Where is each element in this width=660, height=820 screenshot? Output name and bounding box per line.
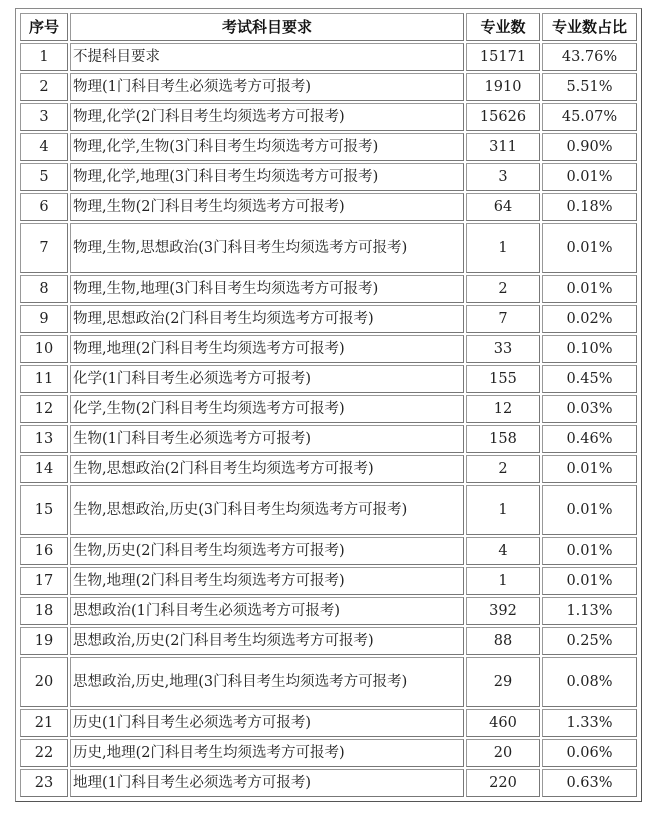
cell-percentage: 0.01%	[542, 275, 637, 303]
table-row	[20, 627, 637, 655]
cell-requirement: 思想政治,历史(2门科目考生均须选考方可报考)	[70, 627, 464, 655]
table-row	[20, 305, 637, 333]
cell-percentage: 1.33%	[542, 709, 637, 737]
cell-count: 1	[466, 567, 540, 595]
cell-no: 22	[20, 739, 68, 767]
table-row	[20, 133, 637, 161]
cell-no: 23	[20, 769, 68, 797]
cell-requirement: 生物,思想政治(2门科目考生均须选考方可报考)	[70, 455, 464, 483]
cell-count: 311	[466, 133, 540, 161]
subject-requirements-table	[18, 11, 639, 799]
cell-percentage: 0.46%	[542, 425, 637, 453]
cell-percentage: 0.18%	[542, 193, 637, 221]
cell-percentage: 0.03%	[542, 395, 637, 423]
cell-count: 12	[466, 395, 540, 423]
cell-no: 18	[20, 597, 68, 625]
table-row	[20, 485, 637, 535]
cell-percentage: 0.45%	[542, 365, 637, 393]
cell-requirement: 思想政治(1门科目考生必须选考方可报考)	[70, 597, 464, 625]
cell-requirement: 物理,地理(2门科目考生均须选考方可报考)	[70, 335, 464, 363]
cell-percentage: 43.76%	[542, 43, 637, 71]
cell-count: 20	[466, 739, 540, 767]
cell-count: 33	[466, 335, 540, 363]
header-no: 序号	[20, 13, 68, 41]
table-row	[20, 567, 637, 595]
cell-requirement: 化学(1门科目考生必须选考方可报考)	[70, 365, 464, 393]
table-row	[20, 395, 637, 423]
cell-requirement: 物理,化学,生物(3门科目考生均须选考方可报考)	[70, 133, 464, 161]
cell-requirement: 历史,地理(2门科目考生均须选考方可报考)	[70, 739, 464, 767]
cell-percentage: 0.01%	[542, 223, 637, 273]
cell-percentage: 5.51%	[542, 73, 637, 101]
cell-no: 6	[20, 193, 68, 221]
cell-requirement: 物理,思想政治(2门科目考生均须选考方可报考)	[70, 305, 464, 333]
cell-count: 3	[466, 163, 540, 191]
table-row	[20, 365, 637, 393]
cell-count: 155	[466, 365, 540, 393]
cell-no: 12	[20, 395, 68, 423]
cell-percentage: 0.01%	[542, 485, 637, 535]
table-row	[20, 657, 637, 707]
table-row	[20, 103, 637, 131]
table-header-row	[20, 13, 637, 41]
cell-count: 15171	[466, 43, 540, 71]
cell-no: 8	[20, 275, 68, 303]
cell-count: 158	[466, 425, 540, 453]
cell-no: 15	[20, 485, 68, 535]
cell-percentage: 0.63%	[542, 769, 637, 797]
cell-no: 17	[20, 567, 68, 595]
cell-percentage: 0.01%	[542, 455, 637, 483]
cell-percentage: 0.10%	[542, 335, 637, 363]
cell-no: 3	[20, 103, 68, 131]
cell-requirement: 物理,生物,思想政治(3门科目考生均须选考方可报考)	[70, 223, 464, 273]
table-row	[20, 537, 637, 565]
cell-count: 2	[466, 275, 540, 303]
cell-percentage: 0.06%	[542, 739, 637, 767]
cell-requirement: 地理(1门科目考生必须选考方可报考)	[70, 769, 464, 797]
cell-count: 4	[466, 537, 540, 565]
cell-no: 16	[20, 537, 68, 565]
cell-requirement: 不提科目要求	[70, 43, 464, 71]
cell-no: 20	[20, 657, 68, 707]
cell-requirement: 物理,化学(2门科目考生均须选考方可报考)	[70, 103, 464, 131]
cell-count: 15626	[466, 103, 540, 131]
table-row	[20, 223, 637, 273]
cell-count: 1	[466, 485, 540, 535]
table-row	[20, 425, 637, 453]
table-row	[20, 769, 637, 797]
table-row	[20, 597, 637, 625]
cell-requirement: 历史(1门科目考生必须选考方可报考)	[70, 709, 464, 737]
table-row	[20, 73, 637, 101]
cell-count: 460	[466, 709, 540, 737]
cell-count: 29	[466, 657, 540, 707]
subject-requirements-table-frame	[15, 8, 642, 802]
table-row	[20, 455, 637, 483]
cell-requirement: 物理(1门科目考生必须选考方可报考)	[70, 73, 464, 101]
table-row	[20, 275, 637, 303]
table-row	[20, 193, 637, 221]
cell-no: 10	[20, 335, 68, 363]
cell-requirement: 生物(1门科目考生必须选考方可报考)	[70, 425, 464, 453]
cell-percentage: 0.01%	[542, 163, 637, 191]
cell-no: 9	[20, 305, 68, 333]
cell-requirement: 化学,生物(2门科目考生均须选考方可报考)	[70, 395, 464, 423]
cell-count: 88	[466, 627, 540, 655]
cell-count: 220	[466, 769, 540, 797]
cell-count: 1	[466, 223, 540, 273]
cell-percentage: 45.07%	[542, 103, 637, 131]
cell-no: 1	[20, 43, 68, 71]
cell-count: 1910	[466, 73, 540, 101]
cell-count: 7	[466, 305, 540, 333]
cell-percentage: 0.02%	[542, 305, 637, 333]
cell-no: 14	[20, 455, 68, 483]
cell-no: 7	[20, 223, 68, 273]
cell-count: 64	[466, 193, 540, 221]
cell-percentage: 0.25%	[542, 627, 637, 655]
cell-no: 13	[20, 425, 68, 453]
cell-percentage: 0.90%	[542, 133, 637, 161]
cell-percentage: 0.08%	[542, 657, 637, 707]
table-row	[20, 709, 637, 737]
cell-no: 19	[20, 627, 68, 655]
cell-requirement: 生物,历史(2门科目考生均须选考方可报考)	[70, 537, 464, 565]
cell-count: 392	[466, 597, 540, 625]
cell-percentage: 0.01%	[542, 537, 637, 565]
header-percentage: 专业数占比	[542, 13, 637, 41]
cell-requirement: 思想政治,历史,地理(3门科目考生均须选考方可报考)	[70, 657, 464, 707]
cell-requirement: 物理,化学,地理(3门科目考生均须选考方可报考)	[70, 163, 464, 191]
cell-percentage: 0.01%	[542, 567, 637, 595]
cell-requirement: 物理,生物(2门科目考生均须选考方可报考)	[70, 193, 464, 221]
table-body	[20, 43, 637, 797]
header-count: 专业数	[466, 13, 540, 41]
cell-requirement: 物理,生物,地理(3门科目考生均须选考方可报考)	[70, 275, 464, 303]
table-row	[20, 43, 637, 71]
cell-percentage: 1.13%	[542, 597, 637, 625]
header-requirement: 考试科目要求	[70, 13, 464, 41]
cell-no: 21	[20, 709, 68, 737]
cell-no: 5	[20, 163, 68, 191]
table-row	[20, 739, 637, 767]
cell-no: 2	[20, 73, 68, 101]
cell-requirement: 生物,地理(2门科目考生均须选考方可报考)	[70, 567, 464, 595]
table-row	[20, 335, 637, 363]
cell-no: 11	[20, 365, 68, 393]
cell-no: 4	[20, 133, 68, 161]
cell-requirement: 生物,思想政治,历史(3门科目考生均须选考方可报考)	[70, 485, 464, 535]
cell-count: 2	[466, 455, 540, 483]
table-row	[20, 163, 637, 191]
